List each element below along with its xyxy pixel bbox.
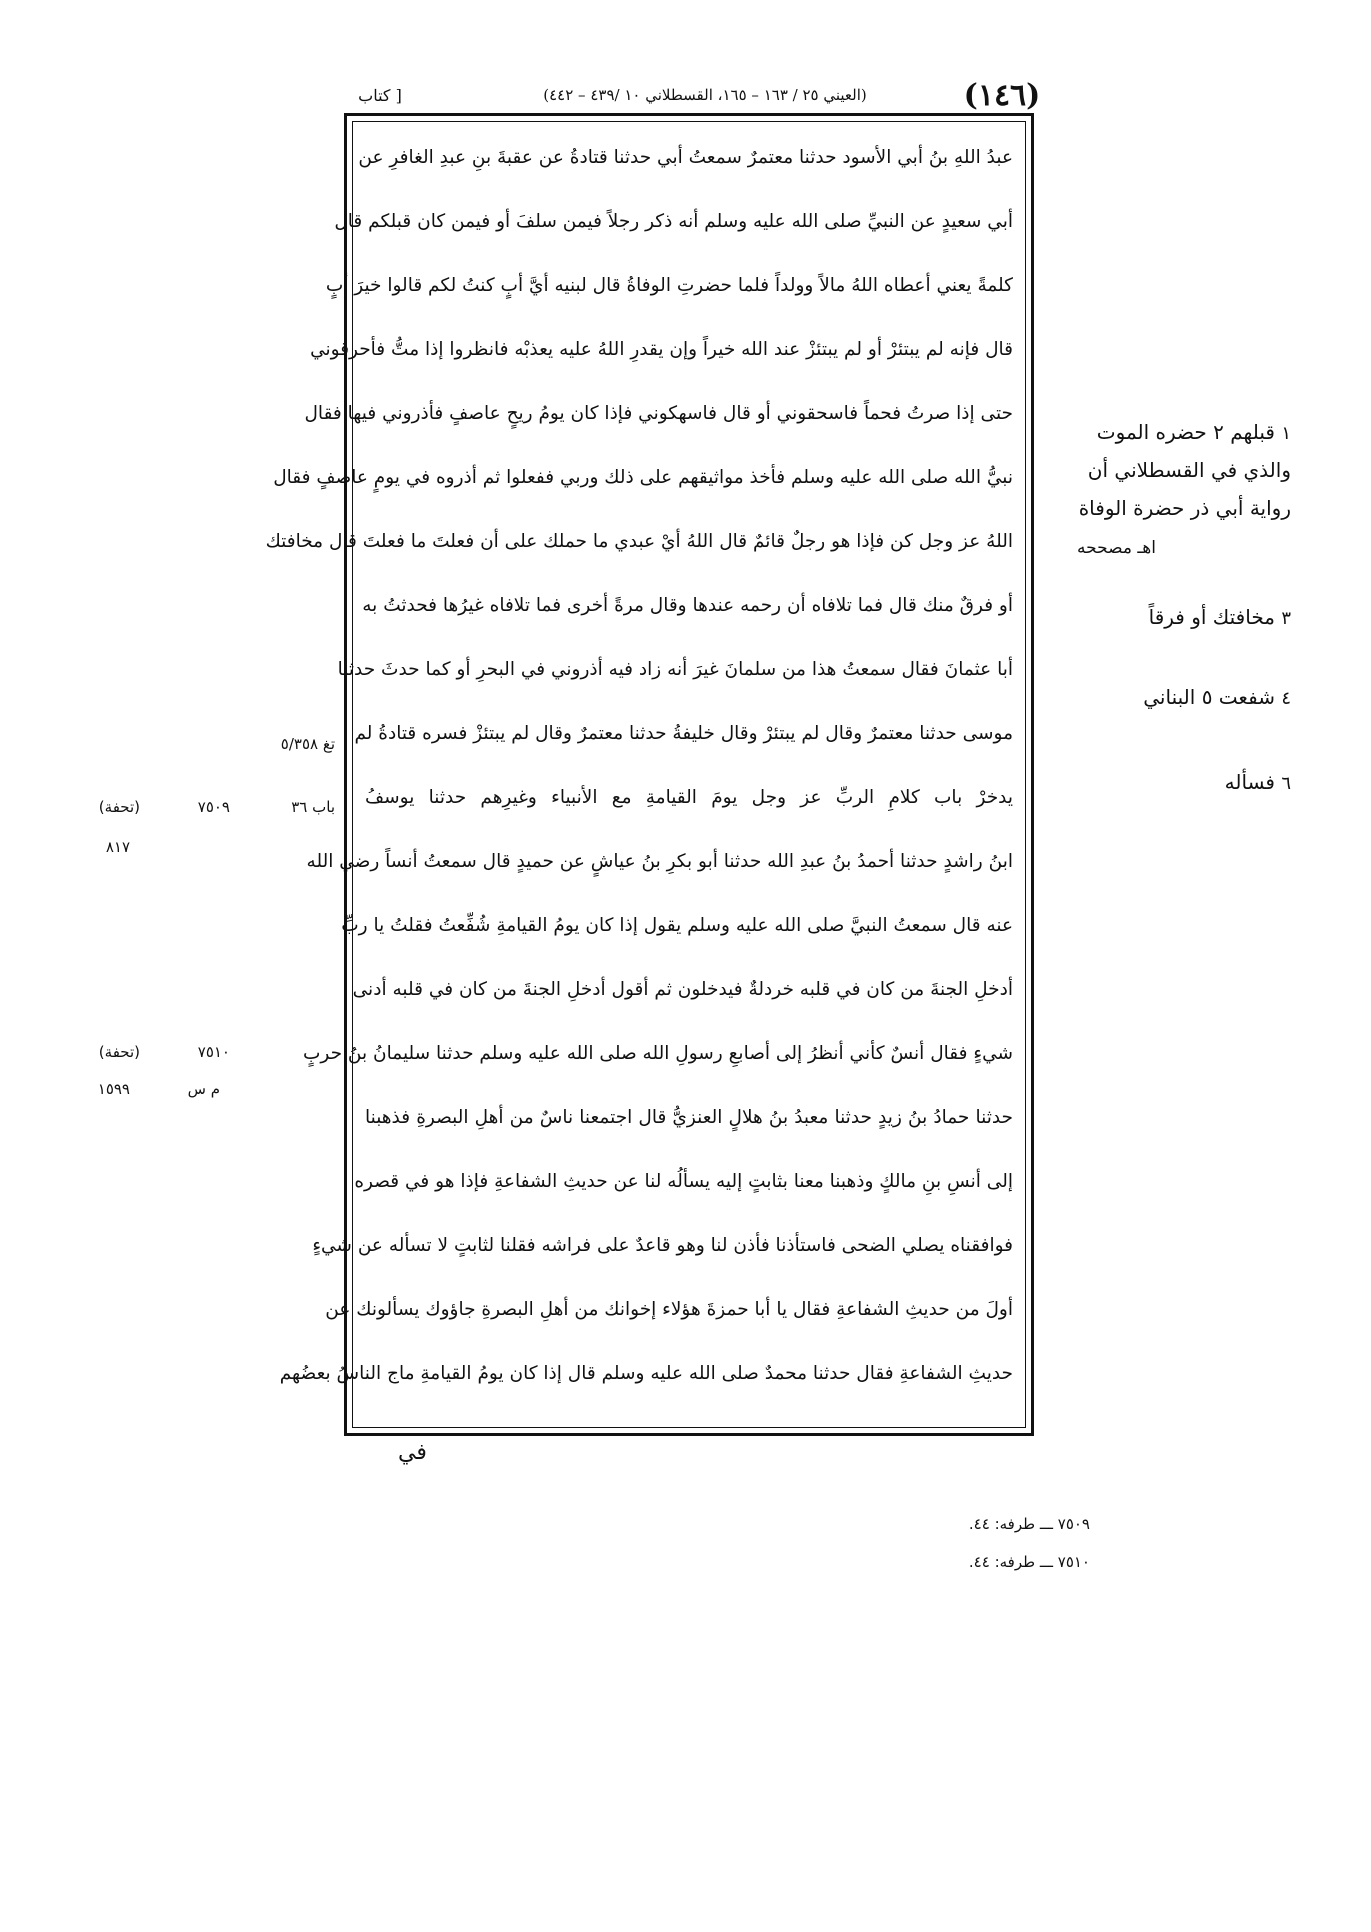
note-text: شفعت ٥ البناني xyxy=(1143,685,1275,709)
note-number: ٣ xyxy=(1281,608,1291,629)
text-line: أبا عثمانَ فقال سمعتُ هذا من سلمانَ غيرَ أنه زاد فيه أذروني في البحرِ أو كما حدثَ حدثنا xyxy=(337,659,1013,680)
text-line: يدخرْ باب كلامِ الربِّ عز وجل يومَ القيامةِ مع الأنبياء وغيرِهم حدثنا يوسفُ xyxy=(365,787,1013,808)
side-note xyxy=(1149,605,1291,629)
text-line: عنه قال سمعتُ النبيَّ صلى الله عليه وسلم يقول إذا كان يومُ القيامةِ شُفِّعتُ فقلتُ يا ربِّ xyxy=(341,915,1013,936)
note-number: ١ xyxy=(1281,423,1291,444)
reference-header: (العيني ٢٥ / ١٦٣ – ١٦٥، القسطلاني ١٠ /٤٣٩ – ٤٤٢) xyxy=(543,86,867,104)
footer-line: ٧٥٠٩ ـــ طرفه: ٤٤. xyxy=(968,1515,1090,1533)
note-number: ٦ xyxy=(1281,773,1291,794)
text-line: فوافقناه يصلي الضحى فاستأذنا فأذن لنا وهو قاعدٌ على فراشه فقلنا لثابتٍ لا تسأله عن شيءٍ xyxy=(312,1235,1013,1256)
note-text: والذي في القسطلاني أن xyxy=(1087,458,1291,482)
side-note xyxy=(1079,496,1291,520)
margin-ref-number: ٧٥٠٩ xyxy=(197,798,230,816)
margin-ref: تغ ٥/٣٥٨ xyxy=(280,735,335,753)
text-line: موسى حدثنا معتمرٌ وقال لم يبتئرْ وقال خليفةُ حدثنا معتمرٌ وقال لم يبتئزْ فسره قتادةُ لم xyxy=(354,723,1013,744)
margin-ref-number: ٧٥١٠ xyxy=(197,1043,230,1061)
note-text: اهـ مصححه xyxy=(1077,538,1156,558)
catchword: في xyxy=(398,1440,427,1465)
text-line: ابنُ راشدٍ حدثنا أحمدُ بنُ عبدِ الله حدثنا أبو بكرِ بنُ عياشٍ عن حميدٍ قال سمعتُ أنساً رضي الله xyxy=(306,851,1013,872)
side-note xyxy=(1225,770,1291,794)
text-line: اللهُ عز وجل كن فإذا هو رجلٌ قائمٌ قال اللهُ أيْ عبدي ما حملك على أن فعلتَ ما فعلتَ قال مخافتك xyxy=(265,531,1013,552)
margin-ref-tag: (تحفة) xyxy=(98,798,140,816)
text-line: قال فإنه لم يبتئرْ أو لم يبتئزْ عند الله خيراً وإن يقدرِ اللهُ عليه يعذبْه فانظروا إذا متُّ فأحرقوني xyxy=(310,339,1013,360)
side-note xyxy=(1097,420,1291,444)
side-note xyxy=(1077,538,1156,558)
text-line: عبدُ اللهِ بنُ أبي الأسود حدثنا معتمرٌ سمعتُ أبي حدثنا قتادةُ عن عقبةَ بنِ عبدِ الغافرِ عن xyxy=(358,147,1013,168)
text-line: حديثِ الشفاعةِ فقال حدثنا محمدٌ صلى الله عليه وسلم قال إذا كان يومُ القيامةِ ماج الناسُ بعضُهم xyxy=(279,1363,1013,1384)
book-header: [ كتاب xyxy=(358,86,402,105)
text-line: شيءٍ فقال أنسٌ كأني أنظرُ إلى أصابعِ رسولِ الله صلى الله عليه وسلم حدثنا سليمانُ بنُ حربٍ xyxy=(302,1043,1013,1064)
text-line: نبيُّ الله صلى الله عليه وسلم فأخذ مواثيقهم على ذلك وربي ففعلوا ثم أذروه في يومٍ عاصفٍ فقال xyxy=(273,467,1013,488)
margin-ref-tag: (تحفة) xyxy=(98,1043,140,1061)
note-text: رواية أبي ذر حضرة الوفاة xyxy=(1078,496,1291,520)
text-line: حدثنا حمادُ بنُ زيدٍ حدثنا معبدُ بنُ هلالٍ العنزيُّ قال اجتمعنا ناسٌ من أهلِ البصرةِ فذهبنا xyxy=(365,1107,1013,1128)
note-text: فسأله xyxy=(1224,770,1275,794)
margin-ref-sub: ٨١٧ xyxy=(105,838,130,856)
side-note xyxy=(1088,458,1291,482)
footer-line: ٧٥١٠ ـــ طرفه: ٤٤. xyxy=(968,1553,1090,1571)
note-number: ٤ xyxy=(1281,688,1291,709)
text-line: كلمةً يعني أعطاه اللهُ مالاً وولداً فلما حضرتِ الوفاةُ قال لبنيه أيَّ أبٍ كنتُ لكم قالوا خيرَ أبٍ xyxy=(325,275,1013,296)
page-number: (١٤٦) xyxy=(963,78,1041,113)
margin-ref-sub: ١٥٩٩ xyxy=(97,1080,130,1098)
text-line: حتى إذا صرتُ فحماً فاسحقوني أو قال فاسهكوني فإذا كان يومُ ريحٍ عاصفٍ فأذروني فيها فقال xyxy=(304,403,1013,424)
side-note xyxy=(1143,685,1291,709)
note-text: قبلهم ٢ حضره الموت xyxy=(1096,420,1275,444)
margin-ref-sub2: م س xyxy=(187,1080,220,1098)
note-text: مخافتك أو فرقاً xyxy=(1148,605,1275,629)
margin-ref-chapter: باب ٣٦ xyxy=(291,798,335,816)
text-line: أو فرقٌ منك قال فما تلافاه أن رحمه عندها وقال مرةً أخرى فما تلافاه غيرُها فحدثتُ به xyxy=(362,595,1013,616)
text-line: أولَ من حديثِ الشفاعةِ فقال يا أبا حمزةَ هؤلاء إخوانك من أهلِ البصرةِ جاؤوك يسألونك عن xyxy=(325,1299,1013,1320)
text-line: أدخلِ الجنةَ من كان في قلبه خردلةٌ فيدخلون ثم أقول أدخلِ الجنةَ من كان في قلبه أدنى xyxy=(352,979,1013,1000)
text-line: إلى أنسِ بنِ مالكٍ وذهبنا معنا بثابتٍ إليه يسألُه لنا عن حديثِ الشفاعةِ فإذا هو في قصره xyxy=(354,1171,1013,1192)
text-line: أبي سعيدٍ عن النبيِّ صلى الله عليه وسلم أنه ذكر رجلاً فيمن سلفَ أو فيمن كان قبلكم قال xyxy=(334,211,1013,232)
